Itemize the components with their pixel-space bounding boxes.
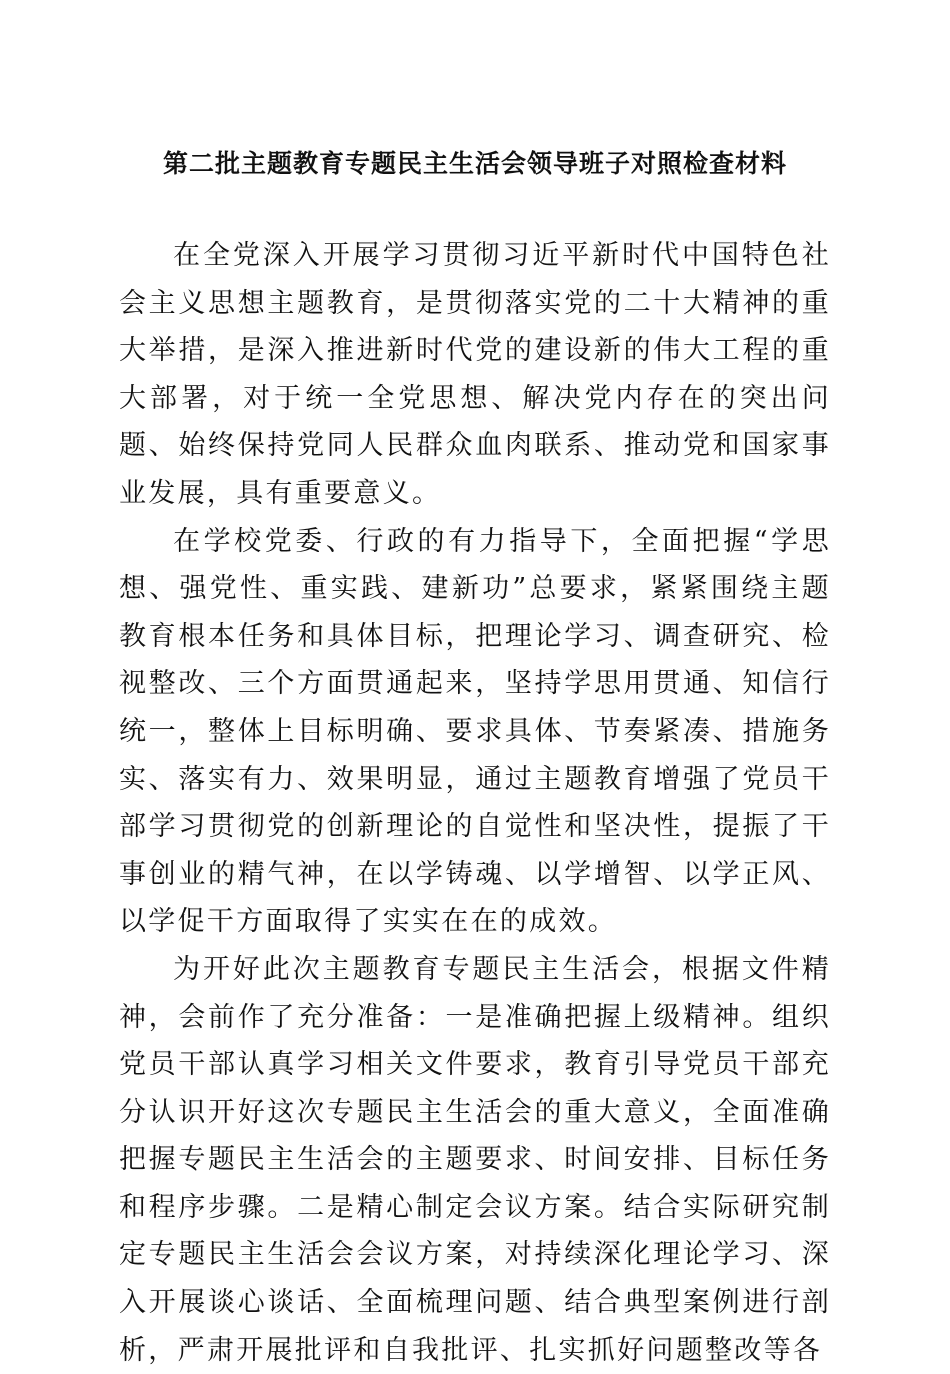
document-title: 第二批主题教育专题民主生活会领导班子对照检查材料 xyxy=(162,149,787,178)
document-body xyxy=(119,232,831,1374)
paragraph-1: 在全党深入开展学习贯彻习近平新时代中国特色社会主义思想主题教育，是贯彻落实党的二十大精神的重大举措，是深入推进新时代党的建设新的伟大工程的重大部署，对于统一全党思想、解决党内存在的突出问题、始终保持党同人民群众血肉联系、推动党和国家事业发展，具有重要意义。 xyxy=(119,240,831,509)
paragraph-3: 为开好此次主题教育专题民主生活会，根据文件精神，会前作了充分准备：一是准确把握上级精神。组织党员干部认真学习相关文件要求，教育引导党员干部充分认识开好这次专题民主生活会的重大意义，全面准确把握专题民主生活会的主题要求、时间安排、目标任务和程序步骤。二是精心制定会议方案。结合实际研究制定专题民主生活会会议方案，对持续深化理论学习、深入开展谈心谈话、全面梳理问题、结合典型案例进行剖析，严肃开展批评和自我批评、扎实抓好问题整改等各 xyxy=(119,953,831,1366)
paragraph-2: 在学校党委、行政的有力指导下，全面把握“学思想、强党性、重实践、建新功”总要求，紧紧围绕主题教育根本任务和具体目标，把理论学习、调查研究、检视整改、三个方面贯通起来，坚持学思用贯通、知信行统一，整体上目标明确、要求具体、节奏紧凑、措施务实、落实有力、效果明显，通过主题教育增强了党员干部学习贯彻党的创新理论的自觉性和坚决性，提振了干事创业的精气神，在以学铸魂、以学增智、以学正风、以学促干方面取得了实实在在的成效。 xyxy=(119,525,831,938)
